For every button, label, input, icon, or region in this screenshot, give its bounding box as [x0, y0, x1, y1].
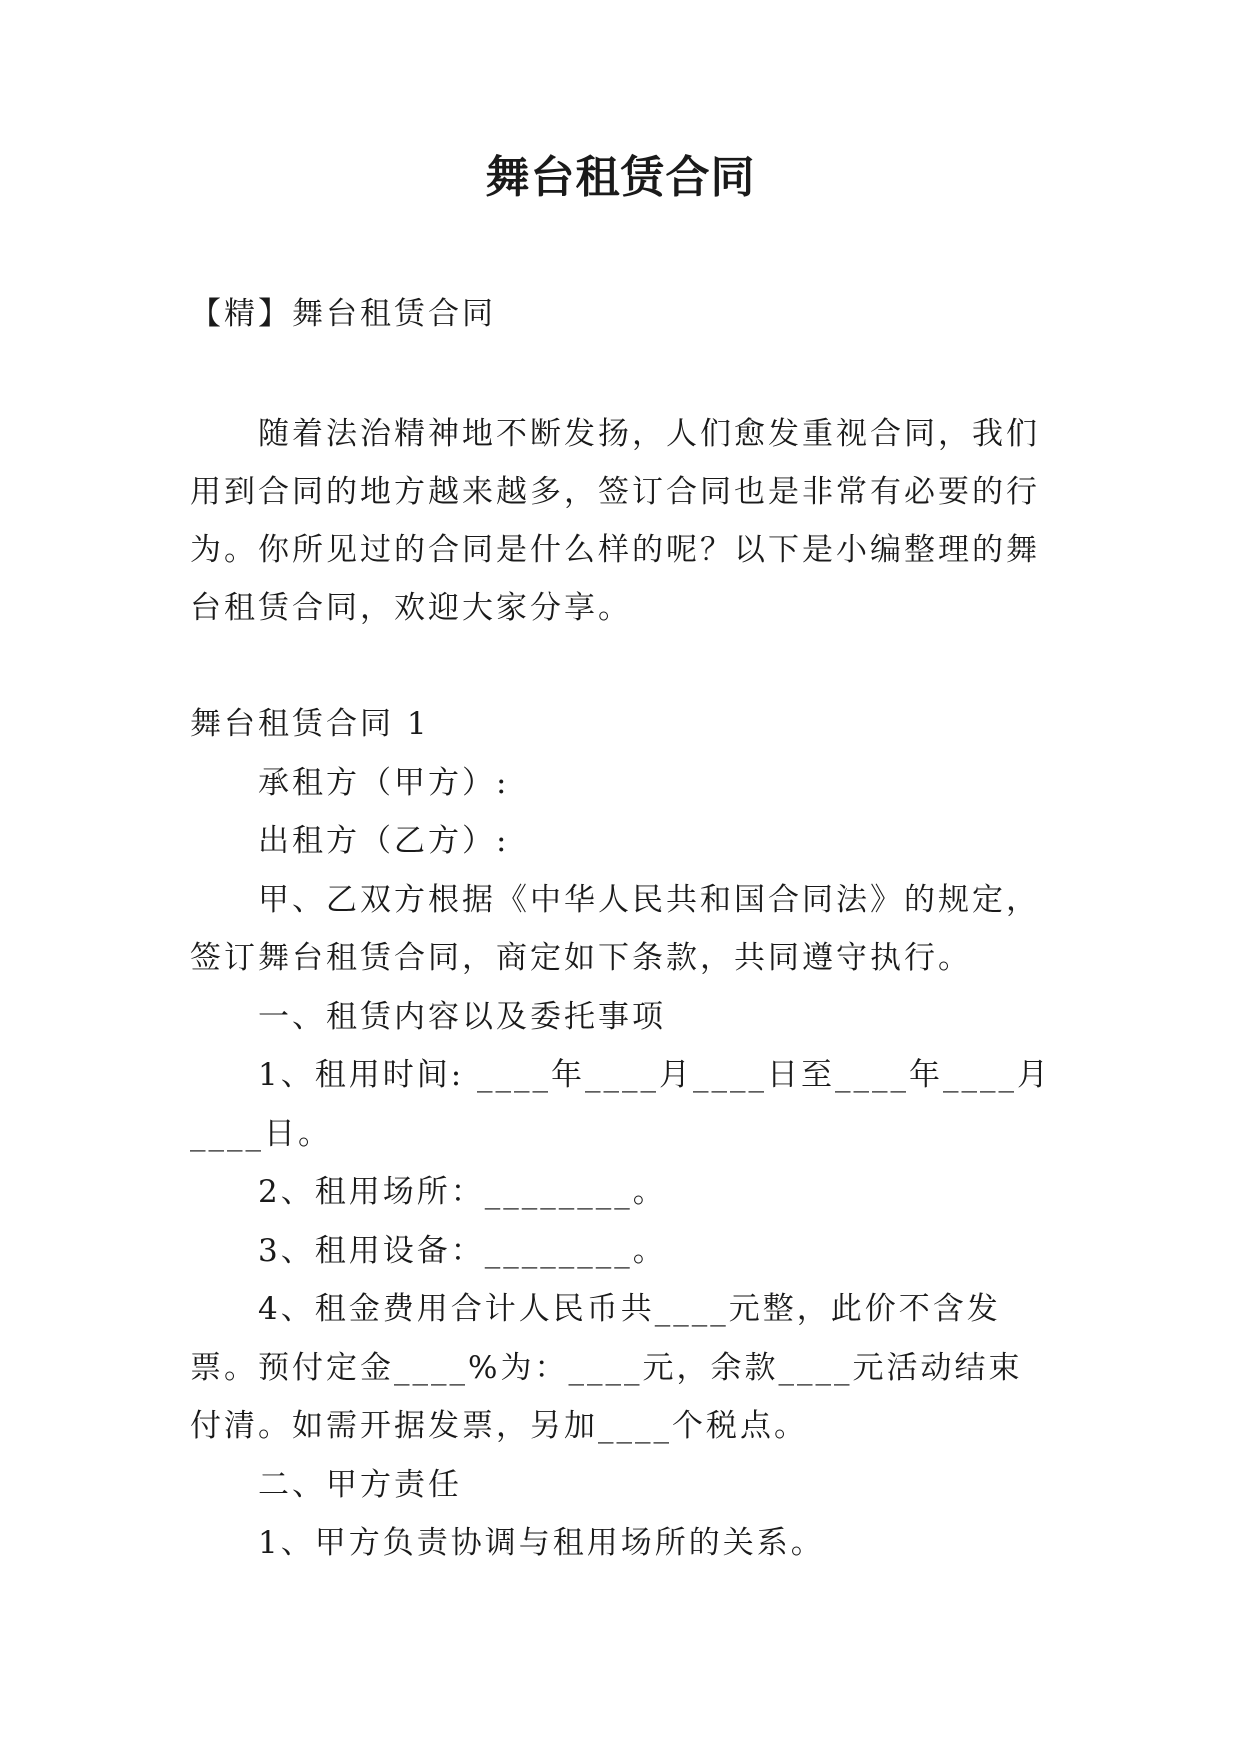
- intro-paragraph: 随着法治精神地不断发扬，人们愈发重视合同，我们用到合同的地方越来越多，签订合同也是非常有必要的行为。你所见过的合同是什么样的呢？以下是小编整理的舞台租赁合同，欢迎大家分享。: [190, 416, 1040, 626]
- clause-rental-venue: 2、租用场所：________。: [258, 1174, 667, 1210]
- section-heading-1: 一、租赁内容以及委托事项: [258, 998, 666, 1035]
- clause-rental-equipment: 3、租用设备：________。: [258, 1232, 667, 1269]
- agreement-paragraph: 甲、乙双方根据《中华人民共和国合同法》的规定，签订舞台租赁合同，商定如下条款，共同遵守执行。: [190, 881, 1040, 976]
- intro-section: [190, 405, 1056, 637]
- document-title: 舞台租赁合同: [485, 152, 756, 203]
- lessor-line: 出租方（乙方）:: [258, 823, 510, 859]
- contract-heading: 舞台租赁合同 1: [190, 706, 430, 742]
- clause-party-a-duty-1: 1、甲方负责协调与租用场所的关系。: [258, 1525, 825, 1561]
- clause-rental-fee: 4、租金费用合计人民币共____元整，此价不含发票。预付定金____%为：____元，余款____元活动结束付清。如需开据发票，另加____个税点。: [190, 1291, 1023, 1444]
- document-subtitle: 【精】舞台租赁合同: [190, 296, 496, 332]
- clause-rental-time: 1、租用时间: ____年____月____日至____年____月____日。: [190, 1057, 1052, 1152]
- contract-body: [190, 695, 1056, 1573]
- lessee-line: 承租方（甲方）:: [258, 764, 510, 801]
- section-heading-2: 二、甲方责任: [258, 1466, 462, 1503]
